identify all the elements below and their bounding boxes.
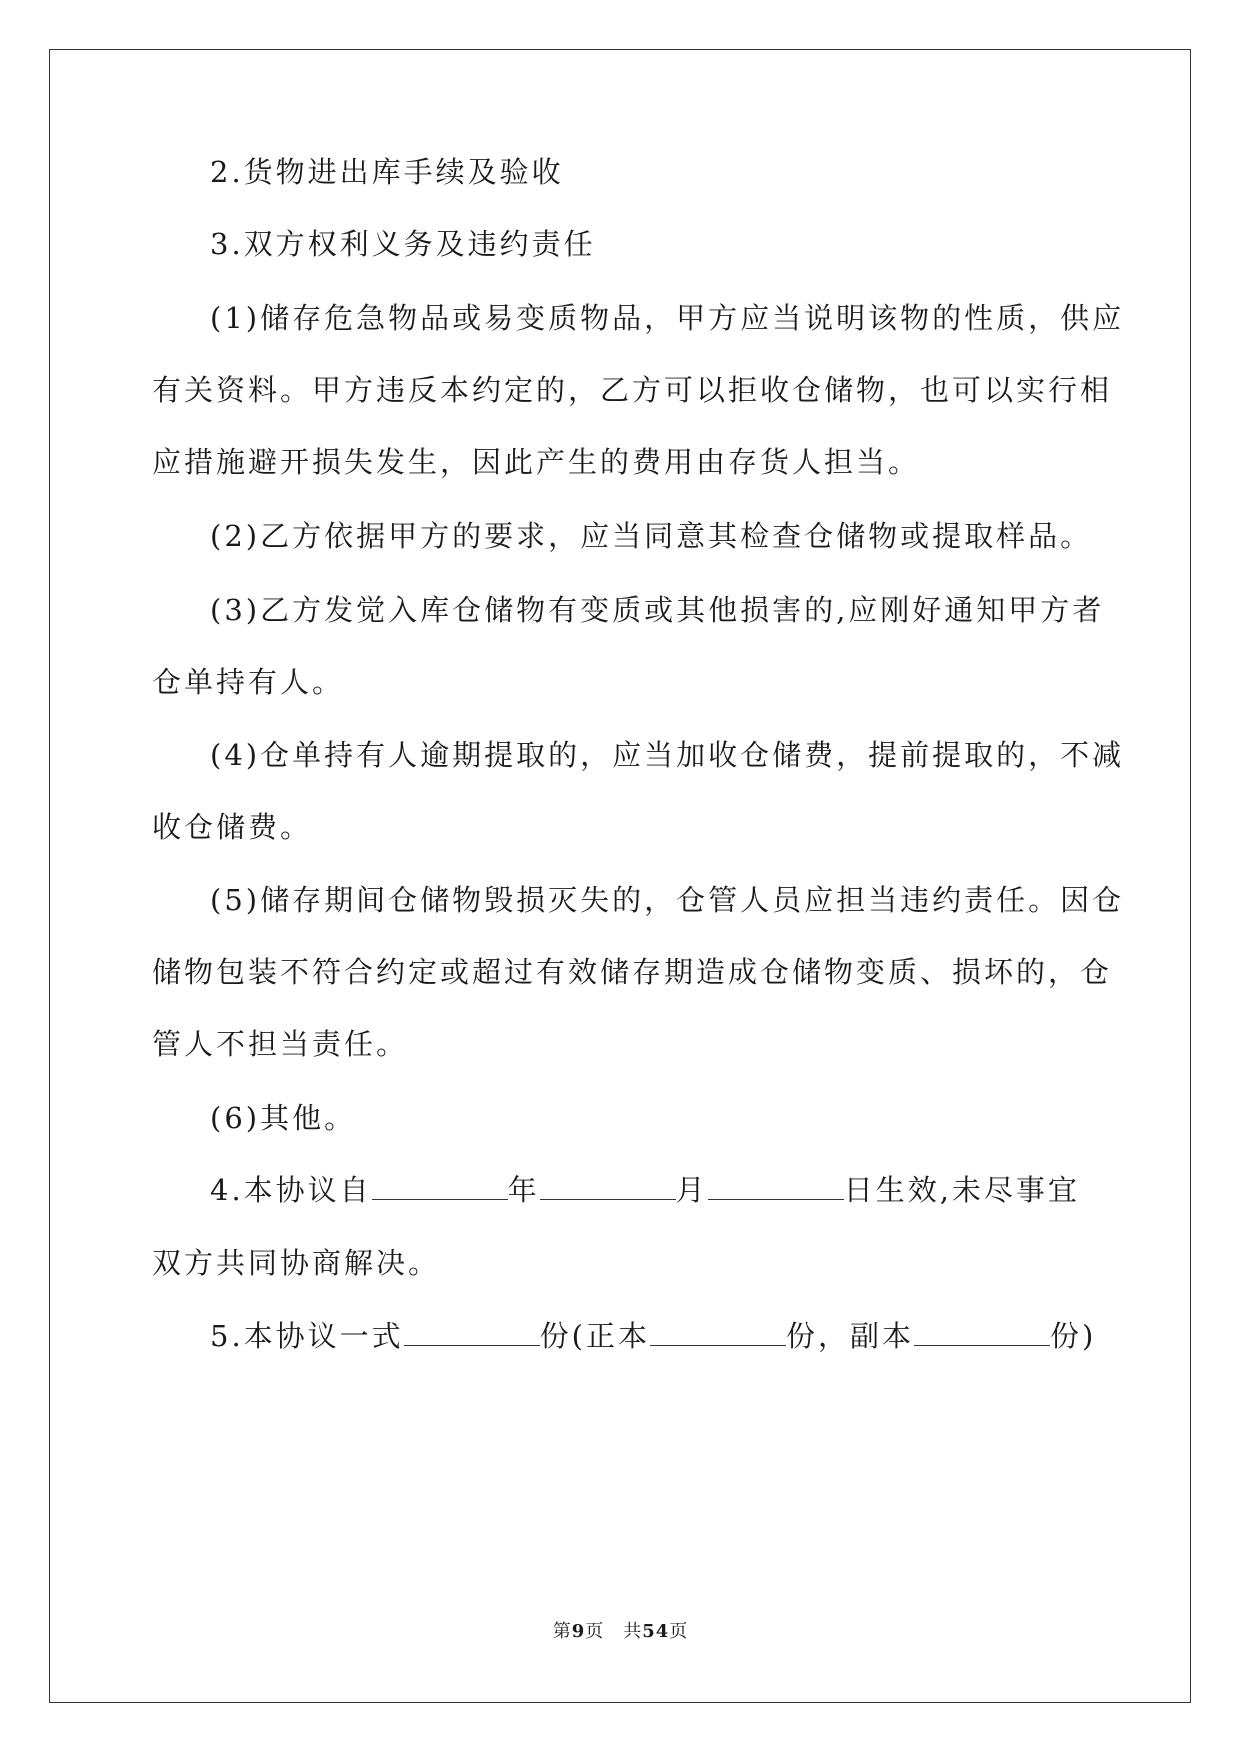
clause-4-line-1: (4)仓单持有人逾期提取的，应当加收仓储费，提前提取的，不减 [210, 738, 1125, 772]
clause-3-line-2: 仓单持有人。 [152, 665, 345, 699]
clause-4-line-2: 收仓储费。 [152, 810, 313, 844]
current-page-number: 9 [571, 1621, 586, 1642]
item-4-line-2: 双方共同协商解决。 [152, 1246, 441, 1280]
item-4-suffix: 日生效,未尽事宜 [843, 1173, 1080, 1207]
item-4-line-1 [210, 1170, 1080, 1210]
footer-suffix: 页 [669, 1621, 689, 1642]
clause-1-line-3: 应措施避开损失发生，因此产生的费用由存货人担当。 [152, 445, 921, 479]
clause-1-line-1: (1)储存危急物品或易变质物品，甲方应当说明该物的性质，供应 [210, 301, 1125, 335]
original-copies-blank[interactable] [650, 1319, 786, 1346]
duplicate-copies-blank[interactable] [914, 1319, 1050, 1346]
item-5-line-1 [210, 1316, 1096, 1356]
page-footer [0, 1620, 1241, 1644]
clause-3-line-1: (3)乙方发觉入库仓储物有变质或其他损害的,应刚好通知甲方者 [210, 593, 1105, 627]
item-5-duplicate-label: 份，副本 [786, 1319, 915, 1353]
item-3: 3.双方权利义务及违约责任 [210, 227, 596, 261]
clause-1-line-2: 有关资料。甲方违反本约定的，乙方可以拒收仓储物，也可以实行相 [152, 373, 1113, 407]
clause-6-line-1: (6)其他。 [210, 1101, 357, 1135]
item-5-suffix: 份) [1050, 1319, 1097, 1353]
copies-blank[interactable] [404, 1319, 540, 1346]
clause-5-line-1: (5)储存期间仓储物毁损灭失的，仓管人员应担当违约责任。因仓 [210, 883, 1125, 917]
item-4-year-label: 年 [507, 1173, 540, 1207]
year-blank[interactable] [372, 1173, 508, 1200]
clause-5-line-2: 储物包装不符合约定或超过有效储存期造成仓储物变质、损坏的，仓 [152, 955, 1113, 989]
clause-5-line-3: 管人不担当责任。 [152, 1027, 409, 1061]
clause-2-line-1: (2)乙方依据甲方的要求，应当同意其检查仓储物或提取样品。 [210, 519, 1093, 553]
item-2: 2.货物进出库手续及验收 [210, 155, 564, 189]
month-blank[interactable] [540, 1173, 676, 1200]
footer-mid: 页 共 [585, 1621, 643, 1642]
total-page-count: 54 [642, 1621, 670, 1642]
item-5-prefix: 5.本协议一式 [210, 1319, 404, 1353]
item-4-prefix: 4.本协议自 [210, 1173, 372, 1207]
item-5-original-label: 份(正本 [539, 1319, 650, 1353]
item-4-month-label: 月 [675, 1173, 708, 1207]
day-blank[interactable] [708, 1173, 844, 1200]
footer-prefix: 第 [552, 1621, 572, 1642]
